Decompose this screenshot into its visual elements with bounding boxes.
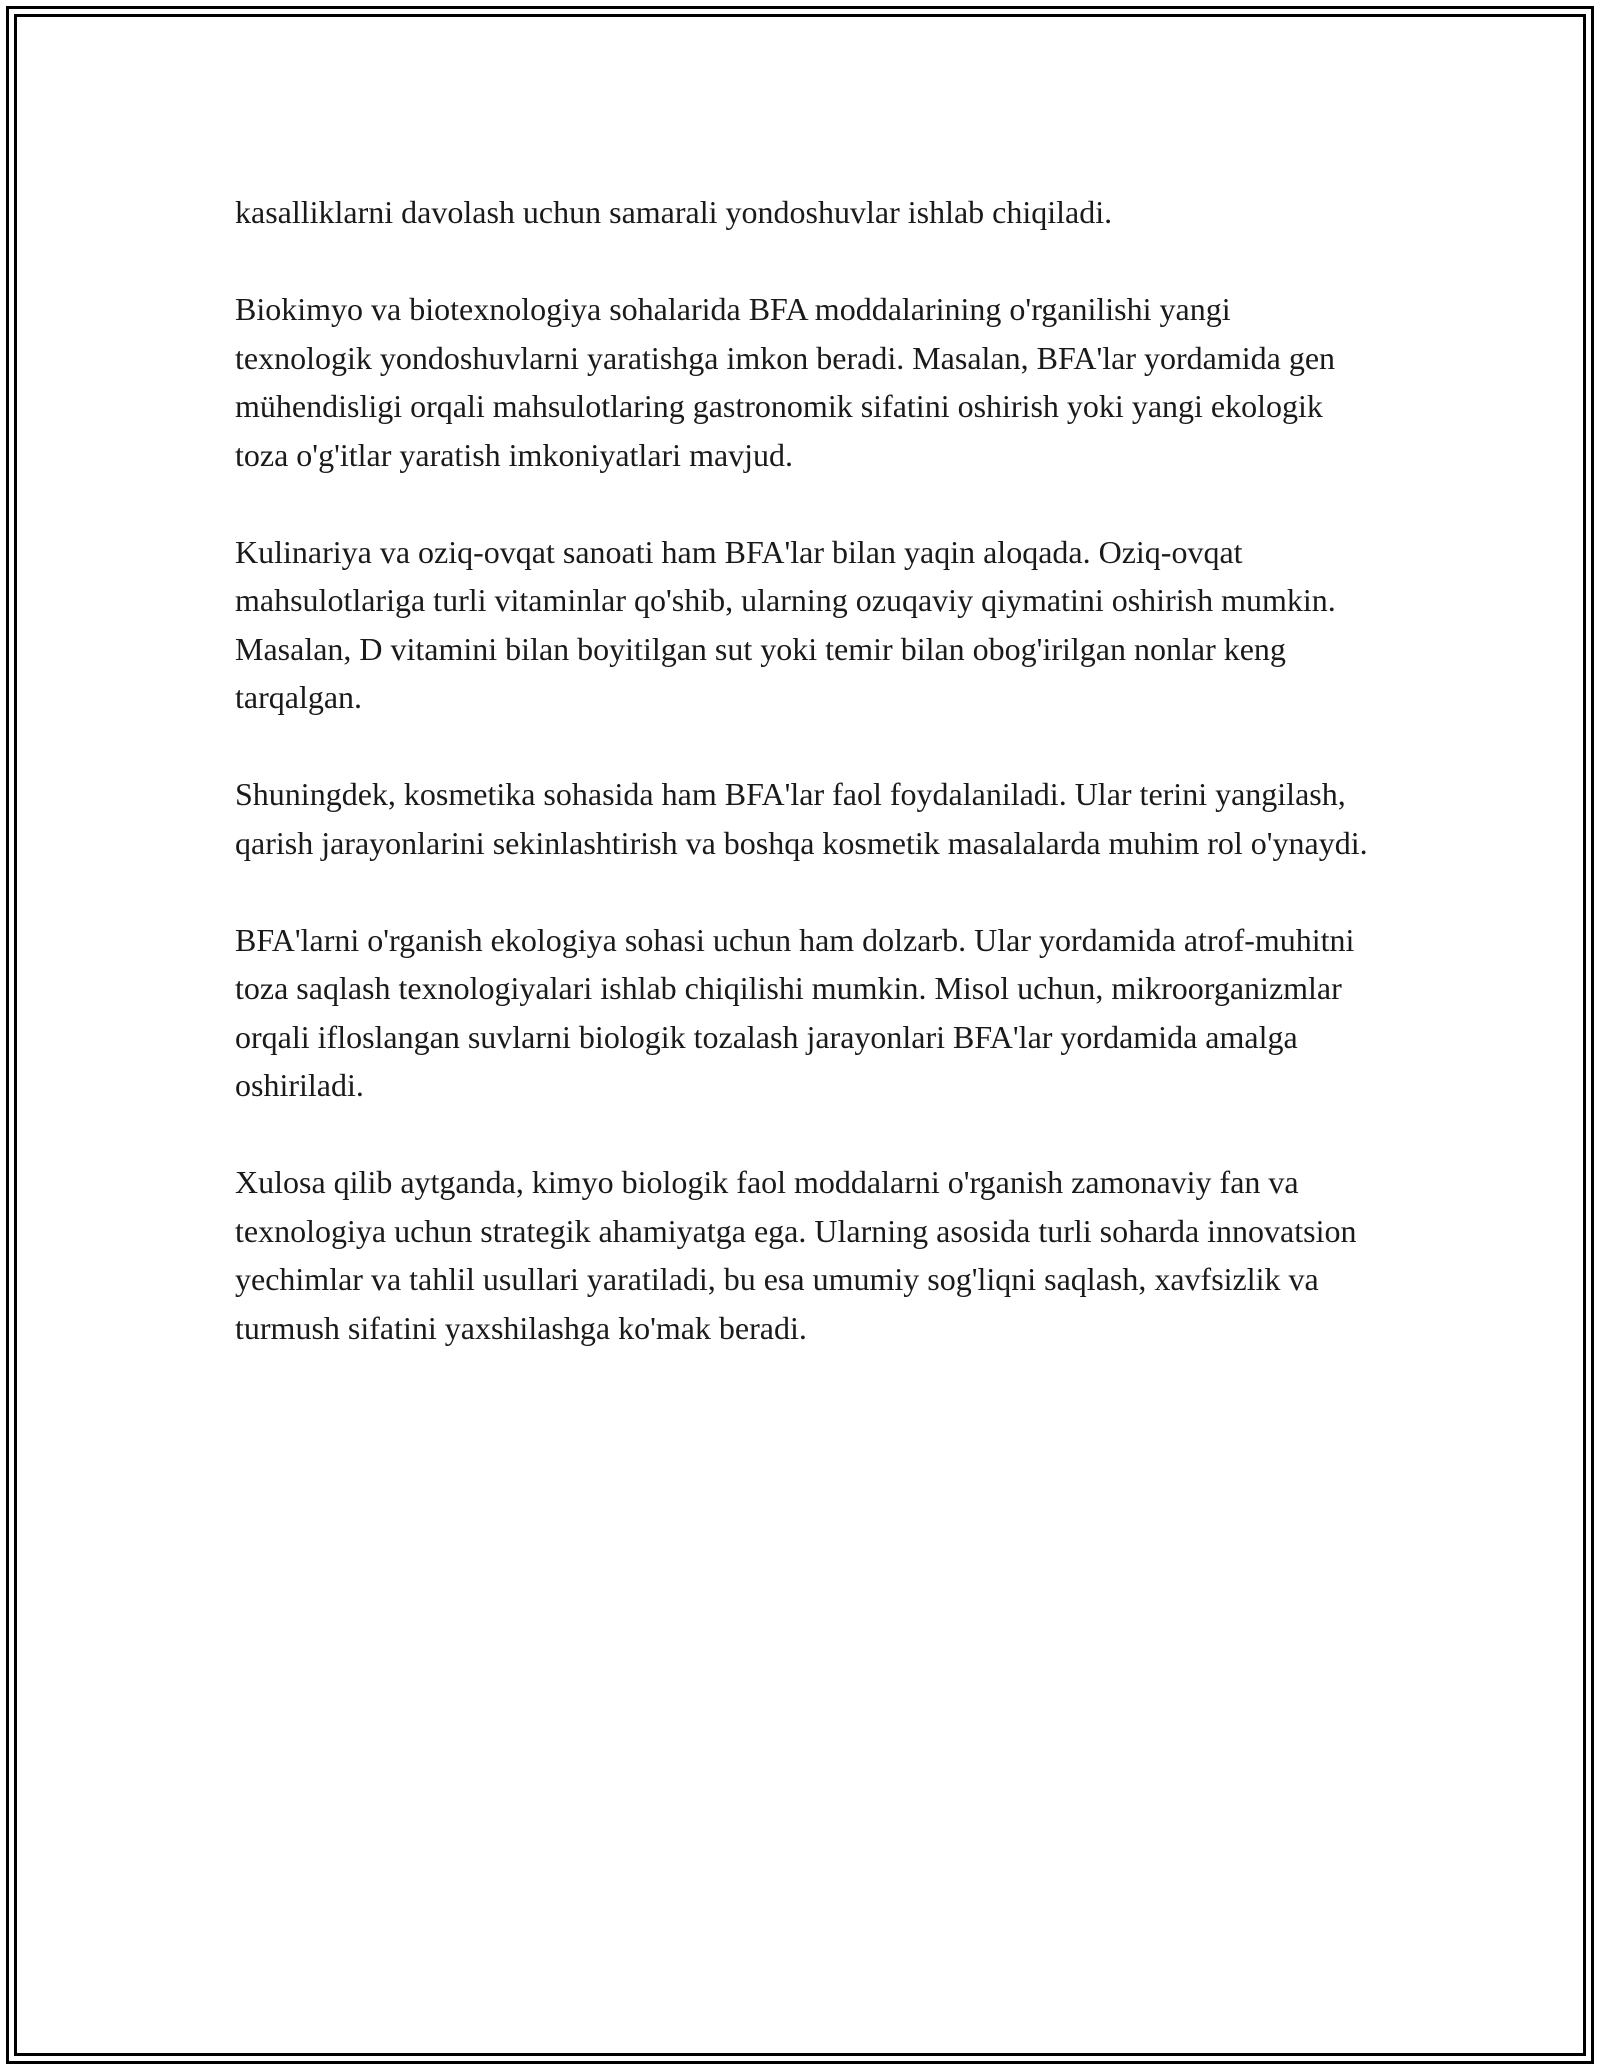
paragraph: BFA'larni o'rganish ekologiya sohasi uchun ham dolzarb. Ular yordamida atrof-muhitni toza saqlash texnologiyalari ishlab chiqilishi mumkin. Misol uchun, mikroorganizmlar orqali ifloslangan suvlarni biologik tozalash jarayonlari BFA'lar yordamida amalga oshiriladi. (235, 921, 1355, 1103)
document-body (235, 188, 1370, 1401)
paragraph: Biokimyo va biotexnologiya sohalarida BFA moddalarining o'rganilishi yangi texnologik yondoshuvlarni yaratishga imkon beradi. Masalan, BFA'lar yordamida gen mühendisligi orqali mahsulotlaring gastronomik sifatini oshirish yoki yangi ekologik toza o'g'itlar yaratish imkoniyatlari mavjud. (235, 291, 1336, 473)
paragraph: Xulosa qilib aytganda, kimyo biologik faol moddalarni o'rganish zamonaviy fan va texnologiya uchun strategik ahamiyatga ega. Ularning asosida turli soharda innovatsion yechimlar va tahlil usullari yaratiladi, bu esa umumiy sog'liqni saqlash, xavfsizlik va turmush sifatini yaxshilashga ko'mak beradi. (235, 1164, 1357, 1346)
paragraph: Shuningdek, kosmetika sohasida ham BFA'lar faol foydalaniladi. Ular terini yangilash, qarish jarayonlarini sekinlashtirish va boshqa kosmetik masalalarda muhim rol o'ynaydi. (235, 776, 1368, 861)
paragraph: Kulinariya va oziq-ovqat sanoati ham BFA'lar bilan yaqin aloqada. Oziq-ovqat mahsulotlariga turli vitaminlar qo'shib, ularning ozuqaviy qiymatini oshirish mumkin. Masalan, D vitamini bilan boyitilgan sut yoki temir bilan obog'irilgan nonlar keng tarqalgan. (235, 533, 1336, 715)
paragraph: kasalliklarni davolash uchun samarali yondoshuvlar ishlab chiqiladi. (235, 194, 1113, 230)
